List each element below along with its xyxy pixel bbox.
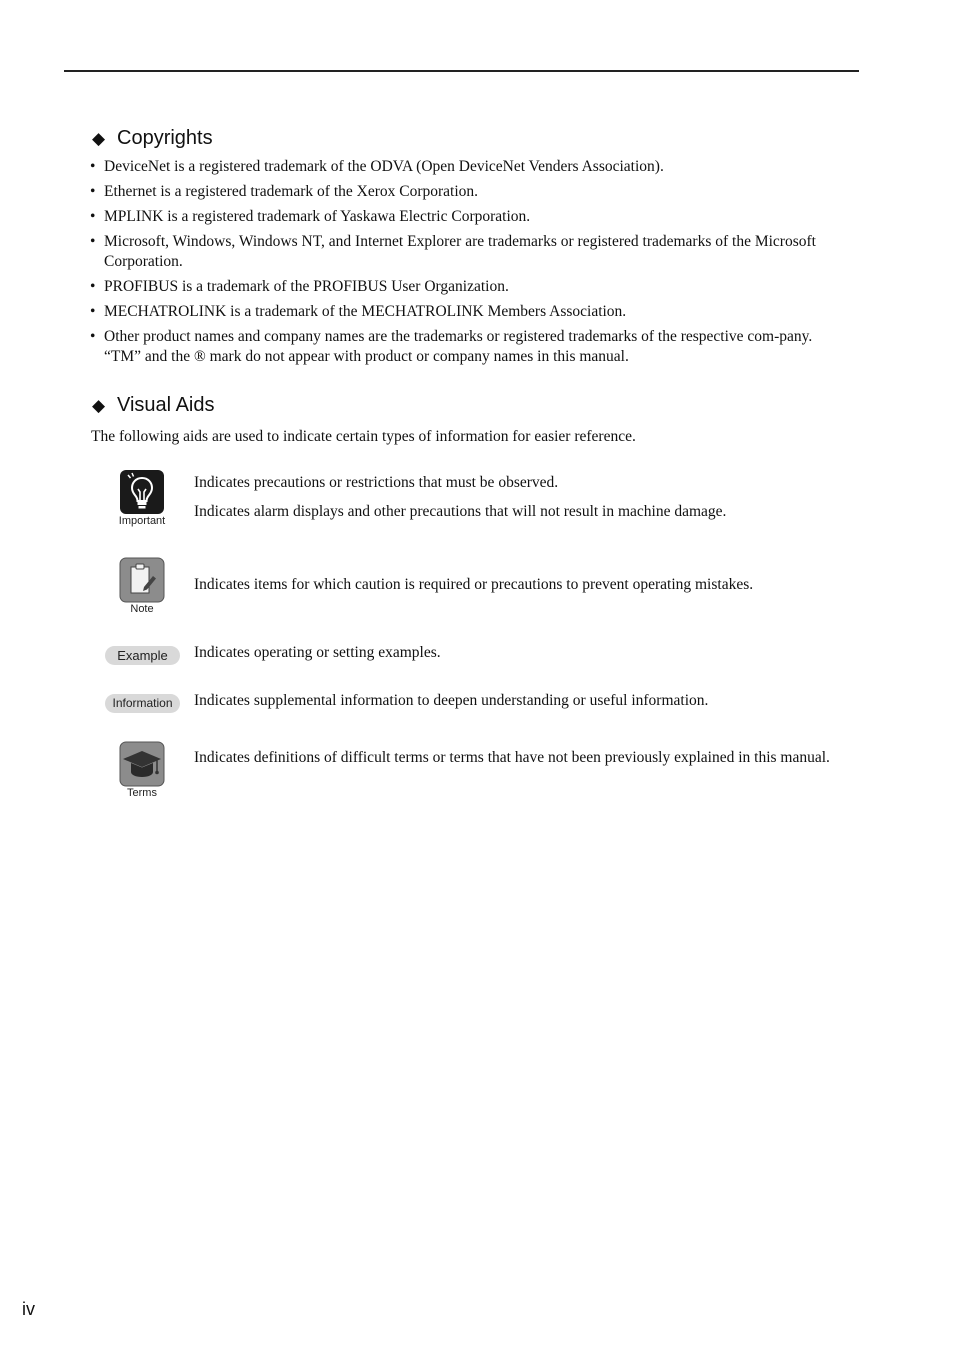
lightbulb-icon [119, 469, 165, 515]
example-badge: Example [105, 646, 180, 665]
list-item: • MECHATROLINK is a trademark of the MECHATROLINK Members Association. [90, 303, 627, 320]
list-item: • Microsoft, Windows, Windows NT, and Internet Explorer are trademarks or registered trademarks of the Microsoft Corporation. [90, 233, 816, 270]
example-text: Indicates operating or setting examples. [194, 644, 441, 661]
visual-aids-title: Visual Aids [117, 394, 215, 416]
visual-aids-intro: The following aids are used to indicate certain types of information for easier reference. [91, 428, 636, 445]
important-text-1: Indicates precautions or restrictions that must be observed. [194, 474, 559, 491]
top-rule [64, 70, 859, 72]
important-aid [112, 469, 172, 528]
graduation-cap-icon [119, 741, 165, 787]
terms-label: Terms [127, 787, 157, 799]
note-aid [112, 557, 172, 616]
list-item: • Ethernet is a registered trademark of the Xerox Corporation. [90, 183, 479, 200]
important-text-2: Indicates alarm displays and other precautions that will not result in machine damage. [194, 503, 727, 520]
diamond-bullet-icon: ◆ [92, 129, 106, 148]
visual-aids-heading [92, 393, 214, 418]
list-item: • PROFIBUS is a trademark of the PROFIBUS User Organization. [90, 278, 509, 295]
information-text: Indicates supplemental information to deepen understanding or useful information. [194, 692, 709, 709]
note-text: Indicates items for which caution is required or precautions to prevent operating mistakes. [194, 576, 754, 593]
page-number: iv [22, 1299, 35, 1319]
list-item: • Other product names and company names are the trademarks or registered trademarks of the respective com-pany. “TM” and the ® mark do not appear with product or company names in this manual. [90, 328, 813, 365]
terms-aid [112, 741, 172, 800]
copyrights-title: Copyrights [117, 127, 213, 149]
important-label: Important [118, 515, 166, 527]
copyrights-list [90, 157, 835, 372]
list-item: • DeviceNet is a registered trademark of the ODVA (Open DeviceNet Venders Association). [90, 158, 664, 175]
diamond-bullet-icon: ◆ [92, 396, 106, 415]
note-pencil-icon [119, 557, 165, 603]
list-item: • MPLINK is a registered trademark of Yaskawa Electric Corporation. [90, 208, 531, 225]
terms-text: Indicates definitions of difficult terms or terms that have not been previously explained in this manual. [194, 749, 830, 766]
copyrights-heading [92, 126, 213, 151]
information-badge: Information [105, 694, 180, 713]
note-label: Note [130, 603, 154, 615]
